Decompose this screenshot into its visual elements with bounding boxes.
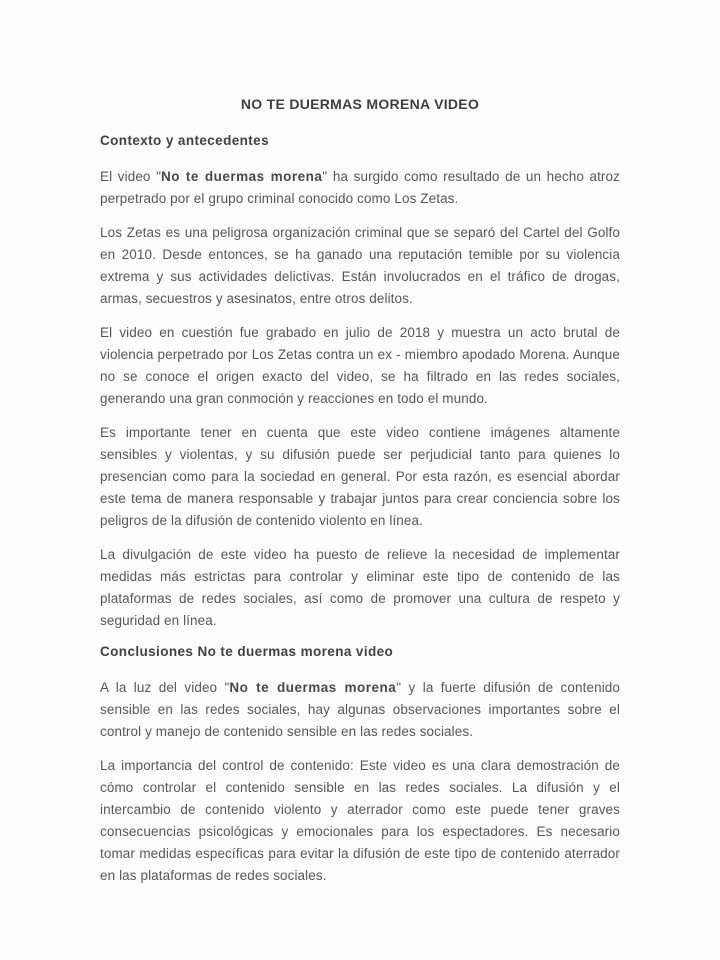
paragraph-video-description: El video en cuestión fue grabado en julio de 2018 y muestra un acto brutal de violencia perpetrado por Los Zetas contra un ex - miembro apodado Morena. Aunque no se conoce el origen exacto del video, se ha filtrado en las redes sociales, generando una gran conmoción y reacciones en todo el mundo. [100, 325, 620, 406]
video-title-bold-2: No te duermas morena [229, 680, 397, 695]
video-title-bold: No te duermas morena [160, 169, 323, 184]
paragraph-intro-suffix: " ha surgido como resultado de un hecho atroz perpetrado por el grupo criminal conocido como Los Zetas. [100, 169, 620, 206]
paragraph-zetas-background: Los Zetas es una peligrosa organización criminal que se separó del Cartel del Golfo en 2010. Desde entonces, se ha ganado una reputación temible por su violencia extrema y sus actividades delictivas. Están involucrados en el tráfico de drogas, armas, secuestros y asesinatos, entre otros delitos. [100, 225, 620, 306]
paragraph-conclusions-prefix: A la luz del video " [100, 680, 230, 695]
paragraph-conclusions-intro [100, 677, 620, 743]
paragraph-sensitive-warning: Es importante tener en cuenta que este video contiene imágenes altamente sensibles y violentas, y su difusión puede ser perjudicial tanto para quienes lo presencian como para la sociedad en general. Por esta razón, es esencial abordar este tema de manera responsable y trabajar juntos para crear conciencia sobre los peligros de la difusión de contenido violento en línea. [100, 425, 620, 528]
document-title: NO TE DUERMAS MORENA VIDEO [240, 96, 480, 112]
paragraph-intro-prefix: El video " [100, 169, 161, 184]
section-heading-conclusions: Conclusiones No te duermas morena video [100, 644, 394, 659]
section-heading-context: Contexto y antecedentes [100, 133, 269, 148]
paragraph-content-control: La importancia del control de contenido: Este video es una clara demostración de cómo controlar el contenido sensible en las redes sociales. La difusión y el intercambio de contenido violento y aterrador como este puede tener graves consecuencias psicológicas y emocionales para los espectadores. Es necesario tomar medidas específicas para evitar la difusión de este tipo de contenido aterrador en las plataformas de redes sociales. [100, 758, 620, 883]
paragraph-conclusions-suffix: " y la fuerte difusión de contenido sensible en las redes sociales, hay algunas observaciones importantes sobre el control y manejo de contenido sensible en las redes sociales. [100, 680, 621, 739]
paragraph-intro [100, 166, 620, 210]
paragraph-divulgation: La divulgación de este video ha puesto de relieve la necesidad de implementar medidas más estrictas para controlar y eliminar este tipo de contenido de las plataformas de redes sociales, así como de promover una cultura de respeto y seguridad en línea. [100, 547, 620, 628]
